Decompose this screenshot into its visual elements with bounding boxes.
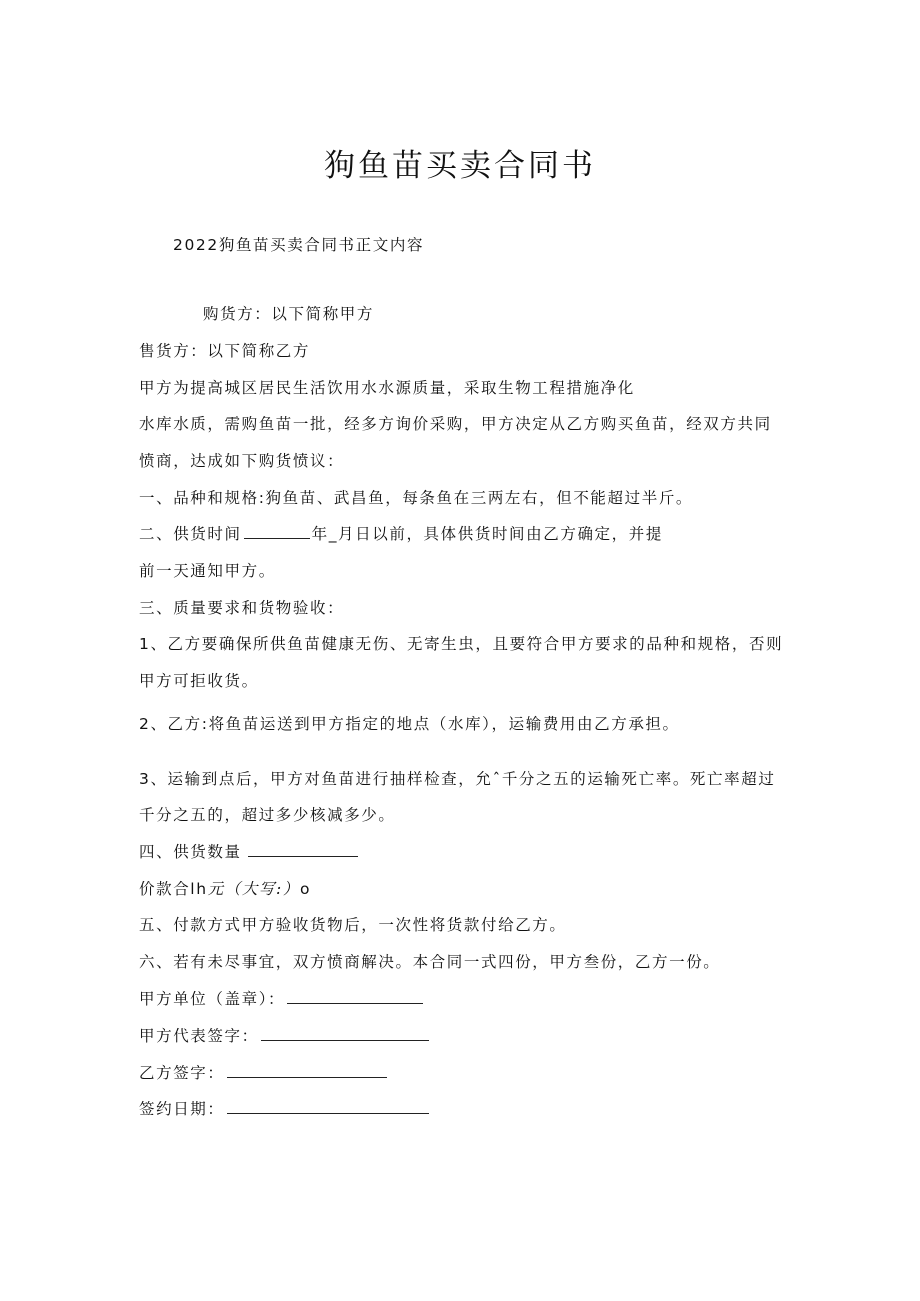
sign-party-a-unit-label: 甲方单位（盖章）： — [139, 990, 286, 1008]
item-1-variety: 一、品种和规格:狗鱼苗、武昌鱼，每条鱼在三两左右，但不能超过半斤。 — [139, 489, 694, 507]
item-2-line-2: 前一天通知甲方。 — [139, 562, 276, 580]
party-a-unit-blank[interactable] — [287, 988, 423, 1004]
item-3-2-transport: 2、乙方:将鱼苗运送到甲方指定的地点（水库），运输费用由乙方承担。 — [139, 715, 680, 733]
document-subtitle: 2022狗鱼苗买卖合同书正文内容 — [173, 236, 425, 254]
intro-line-2: 水库水质，需购鱼苗一批，经多方询价采购，甲方决定从乙方购买鱼苗，经双方共同 — [139, 415, 772, 433]
sign-party-a-unit — [139, 987, 425, 1011]
item-3-1-line-2: 甲方可拒收货。 — [139, 672, 259, 690]
item-3-1-line-1: 1、乙方要确保所供鱼苗健康无伤、无寄生虫，且要符合甲方要求的品种和规格，否则 — [139, 635, 784, 653]
item-4-quantity — [139, 840, 360, 864]
intro-line-1: 甲方为提高城区居民生活饮用水水源质量，采取生物工程措施净化 — [139, 379, 635, 397]
buyer-line: 购货方：以下简称甲方 — [203, 305, 375, 323]
item-4-label: 四、供货数量 — [139, 843, 242, 861]
item-2-prefix: 二、供货时间 — [139, 525, 242, 543]
item-5-payment: 五、付款方式甲方验收货物后，一次性将货款付给乙方。 — [139, 916, 567, 934]
sign-party-b — [139, 1061, 389, 1085]
price-uppercase-label: 元（大写:） — [207, 880, 300, 898]
intro-line-3: 愤商，达成如下购货愤议： — [139, 452, 345, 470]
item-3-3-line-1: 3、运输到点后，甲方对鱼苗进行抽样检查，允ˆ千分之五的运输死亡率。死亡率超过 — [139, 770, 776, 788]
sign-party-a-rep — [139, 1024, 431, 1048]
document-title: 狗鱼苗买卖合同书 — [324, 148, 596, 184]
sign-date-label: 签约日期： — [139, 1100, 225, 1118]
quantity-blank[interactable] — [248, 841, 358, 857]
party-a-rep-blank[interactable] — [261, 1025, 429, 1041]
party-b-blank[interactable] — [227, 1062, 387, 1078]
item-3-3-line-2: 千分之五的，超过多少核减多少。 — [139, 806, 396, 824]
item-2-supply-time — [139, 522, 663, 546]
sign-date — [139, 1097, 431, 1121]
sign-date-blank[interactable] — [227, 1098, 429, 1114]
item-3-quality: 三、质量要求和货物验收： — [139, 599, 345, 617]
seller-line: 售货方：以下简称乙方 — [139, 342, 311, 360]
sign-party-a-rep-label: 甲方代表签字： — [139, 1027, 259, 1045]
price-line — [139, 877, 311, 901]
item-6-misc: 六、若有未尽事宜，双方愤商解决。本合同一式四份，甲方叁份，乙方一份。 — [139, 953, 721, 971]
supply-year-blank[interactable] — [244, 523, 310, 539]
price-prefix: 价款合lh — [139, 880, 208, 898]
sign-party-b-label: 乙方签字： — [139, 1064, 225, 1082]
item-2-suffix: 年_月日以前，具体供货时间由乙方确定，并提 — [311, 525, 663, 543]
price-suffix: o — [299, 880, 312, 898]
